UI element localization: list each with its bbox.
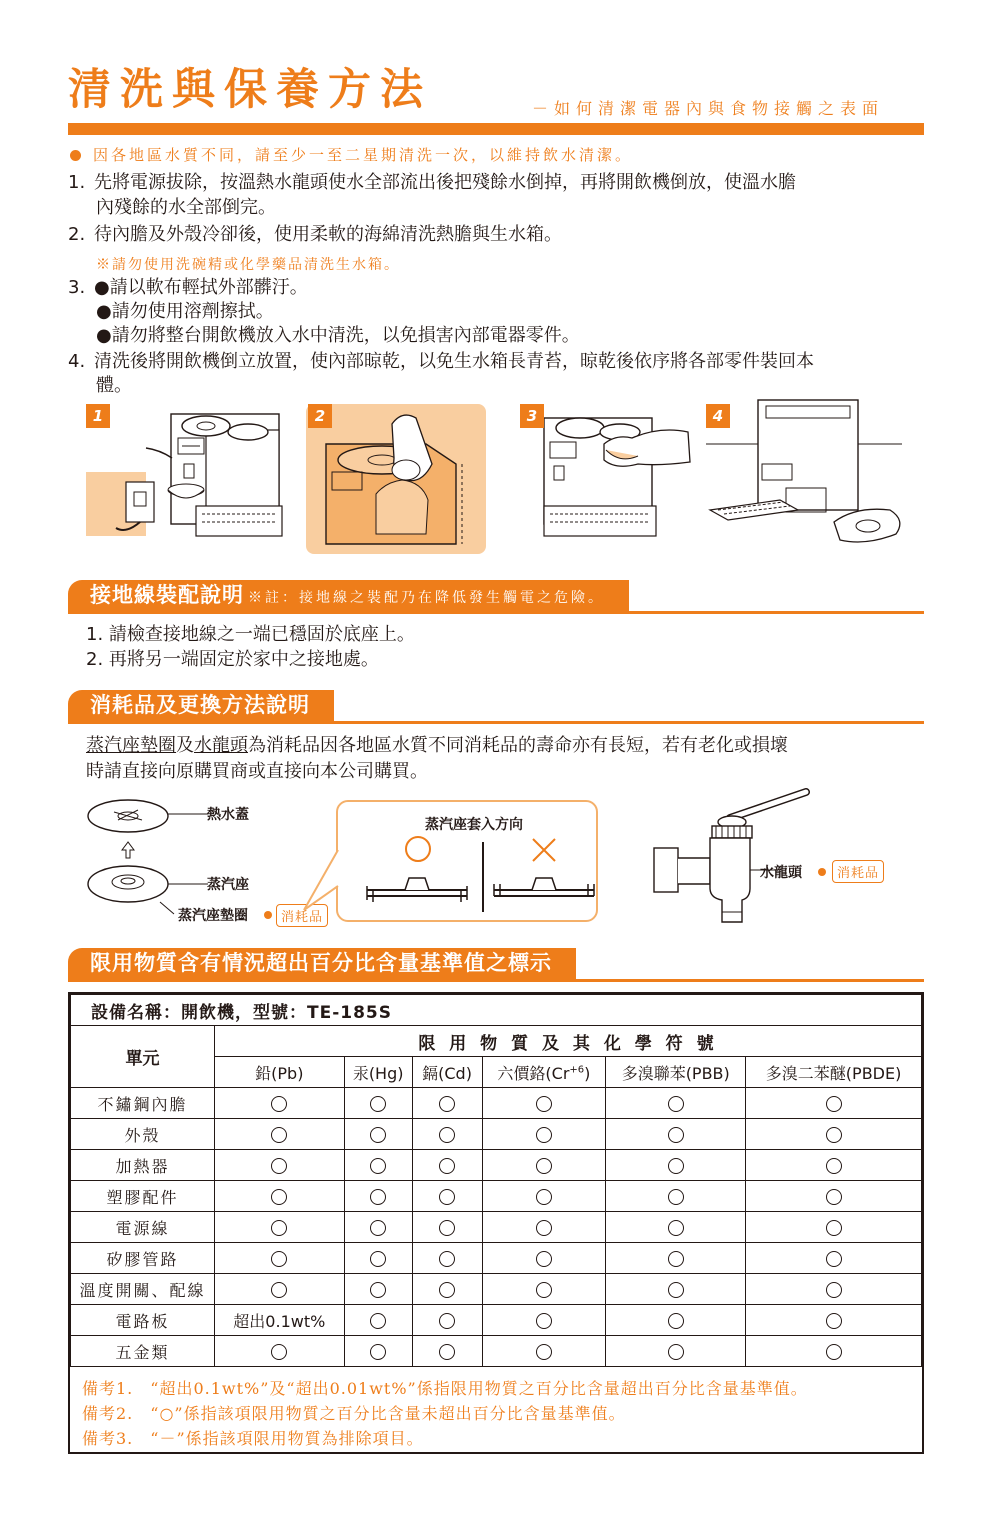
- circle-icon: [668, 1127, 684, 1143]
- compliant-cell: [746, 1181, 922, 1212]
- col-pbde: 多溴二苯醚(PBDE): [746, 1057, 922, 1088]
- compliant-cell: [412, 1212, 482, 1243]
- compliant-cell: [746, 1243, 922, 1274]
- circle-icon: [826, 1220, 842, 1236]
- circle-icon: [826, 1127, 842, 1143]
- circle-icon: [370, 1127, 386, 1143]
- compliant-cell: [344, 1274, 412, 1305]
- compliant-cell: [412, 1305, 482, 1336]
- dispenser-unplug-illustration: [86, 404, 296, 554]
- row-name: 塑膠配件: [71, 1181, 215, 1212]
- restricted-table-container: [68, 992, 924, 1454]
- circle-icon: [439, 1189, 455, 1205]
- illustration-panel-2: [306, 404, 486, 554]
- restricted-table: [70, 994, 922, 1367]
- compliant-cell: [746, 1119, 922, 1150]
- exceed-cell: 超出0.1wt%: [214, 1305, 344, 1336]
- circle-icon: [668, 1158, 684, 1174]
- compliant-cell: [412, 1336, 482, 1367]
- unit-header: 單元: [71, 1026, 215, 1088]
- step-tag-2: 2: [308, 404, 332, 428]
- circle-icon: [370, 1344, 386, 1360]
- compliant-cell: [412, 1088, 482, 1119]
- circle-icon: [668, 1313, 684, 1329]
- circle-icon: [439, 1344, 455, 1360]
- circle-icon: [826, 1158, 842, 1174]
- restricted-header: [68, 948, 924, 982]
- compliant-cell: [606, 1212, 746, 1243]
- col-lead: 鉛(Pb): [214, 1057, 344, 1088]
- circle-icon: [271, 1220, 287, 1236]
- compliant-cell: [746, 1150, 922, 1181]
- compliant-cell: [606, 1336, 746, 1367]
- circle-icon: [536, 1220, 552, 1236]
- steam-gasket-label: 蒸汽座墊圈: [178, 908, 248, 924]
- compliant-cell: [606, 1181, 746, 1212]
- row-name: 五金類: [71, 1336, 215, 1367]
- remark-1: 備考1. “超出0.1wt%”及“超出0.01wt%”係指限用物質之百分比含量超出百分比含量基準值。: [82, 1379, 808, 1398]
- circle-icon: [271, 1158, 287, 1174]
- page-subtitle: －如何清潔電器內與食物接觸之表面: [532, 99, 885, 118]
- circle-icon: [826, 1313, 842, 1329]
- grounding-item-2: 2. 再將另一端固定於家中之接地處。: [86, 649, 379, 670]
- dispenser-wipe-illustration: [520, 404, 700, 554]
- consumable-tag: 消耗品: [276, 904, 328, 927]
- compliant-cell: [412, 1243, 482, 1274]
- compliant-cell: [214, 1150, 344, 1181]
- compliant-cell: [482, 1305, 606, 1336]
- circle-icon: [668, 1344, 684, 1360]
- compliant-cell: [606, 1150, 746, 1181]
- substance-group-header: 限 用 物 質 及 其 化 學 符 號: [214, 1026, 921, 1057]
- remark-2: 備考2. “○”係指該項限用物質之百分比含量未超出百分比含量基準值。: [82, 1404, 626, 1423]
- circle-icon: [826, 1282, 842, 1298]
- compliant-cell: [606, 1274, 746, 1305]
- circle-icon: [271, 1251, 287, 1267]
- row-name: 電源線: [71, 1212, 215, 1243]
- circle-icon: [271, 1189, 287, 1205]
- correct-circle-icon: [405, 836, 431, 862]
- faucet-label: 水龍頭: [760, 865, 802, 881]
- illustration-panel-1: [86, 404, 296, 554]
- compliant-cell: [482, 1119, 606, 1150]
- consumables-text-line2: 時請直接向原購買商或直接向本公司購買。: [86, 761, 428, 782]
- compliant-cell: [344, 1150, 412, 1181]
- compliant-cell: [344, 1305, 412, 1336]
- circle-icon: [536, 1096, 552, 1112]
- step-tag-3: 3: [520, 404, 544, 428]
- table-row: [71, 1181, 922, 1212]
- step-4-cont: 體。: [96, 375, 132, 396]
- hot-lid-label: 熱水蓋: [207, 807, 249, 823]
- row-name: 矽膠管路: [71, 1243, 215, 1274]
- circle-icon: [826, 1344, 842, 1360]
- circle-icon: [370, 1158, 386, 1174]
- circle-icon: [826, 1189, 842, 1205]
- table-row: [71, 1119, 922, 1150]
- consumable-tag-faucet: 消耗品: [832, 860, 884, 883]
- circle-icon: [536, 1344, 552, 1360]
- compliant-cell: [214, 1181, 344, 1212]
- circle-icon: [668, 1251, 684, 1267]
- circle-icon: [439, 1096, 455, 1112]
- circle-icon: [439, 1127, 455, 1143]
- row-name: 溫度開關、配線: [71, 1274, 215, 1305]
- table-row: [71, 1274, 922, 1305]
- circle-icon: [370, 1251, 386, 1267]
- compliant-cell: [214, 1243, 344, 1274]
- circle-icon: [536, 1189, 552, 1205]
- dispenser-sponge-illustration: [306, 404, 486, 554]
- illustration-panel-3: [520, 404, 700, 554]
- compliant-cell: [746, 1212, 922, 1243]
- table-row: [71, 1212, 922, 1243]
- faucet-illustration: [650, 788, 810, 928]
- compliant-cell: [746, 1336, 922, 1367]
- circle-icon: [536, 1313, 552, 1329]
- row-name: 電路板: [71, 1305, 215, 1336]
- grounding-header: [68, 580, 924, 614]
- circle-icon: [271, 1282, 287, 1298]
- compliant-cell: [606, 1305, 746, 1336]
- remark-3: 備考3. “－”係指該項限用物質為排除項目。: [82, 1429, 424, 1448]
- circle-icon: [370, 1220, 386, 1236]
- title-underline: [68, 123, 924, 135]
- steam-seat-correct-diagram: [365, 870, 469, 906]
- table-row: [71, 1150, 922, 1181]
- page-title: 清洗與保養方法: [68, 65, 432, 115]
- grounding-item-1: 1. 請檢查接地線之一端已穩固於底座上。: [86, 624, 415, 645]
- step-tag-4: 4: [706, 404, 730, 428]
- circle-icon: [370, 1313, 386, 1329]
- col-cadmium: 鎘(Cd): [412, 1057, 482, 1088]
- step-3-b: ●請勿使用溶劑擦拭。: [96, 301, 274, 322]
- compliant-cell: [606, 1243, 746, 1274]
- compliant-cell: [412, 1150, 482, 1181]
- compliant-cell: [482, 1243, 606, 1274]
- dispenser-parts-illustration: [706, 394, 924, 562]
- step-tag-1: 1: [86, 404, 110, 428]
- grounding-title: 接地線裝配說明 ※註：接地線之裝配乃在降低發生觸電之危險。: [68, 580, 629, 611]
- bullet-icon: [70, 150, 81, 161]
- compliant-cell: [482, 1274, 606, 1305]
- circle-icon: [439, 1220, 455, 1236]
- circle-icon: [536, 1282, 552, 1298]
- compliant-cell: [606, 1088, 746, 1119]
- steam-seat-label: 蒸汽座: [207, 877, 249, 893]
- compliant-cell: [214, 1212, 344, 1243]
- compliant-cell: [482, 1150, 606, 1181]
- step-1-cont: 內殘餘的水全部倒完。: [96, 197, 276, 218]
- consumables-header: [68, 690, 924, 724]
- circle-icon: [439, 1158, 455, 1174]
- device-line: 設備名稱：開飲機，型號：TE-185S: [71, 995, 922, 1026]
- compliant-cell: [482, 1212, 606, 1243]
- step-1: 1. 先將電源拔除，按溫熱水龍頭使水全部流出後把殘餘水倒掉，再將開飲機倒放，使溫水膽: [68, 172, 796, 193]
- compliant-cell: [412, 1119, 482, 1150]
- pointer-dot-icon: [264, 911, 272, 919]
- row-name: 不鏽鋼內膽: [71, 1088, 215, 1119]
- pointer-dot-icon-2: [818, 868, 826, 876]
- table-row: [71, 1088, 922, 1119]
- circle-icon: [370, 1096, 386, 1112]
- circle-icon: [439, 1251, 455, 1267]
- step-4: 4. 清洗後將開飲機倒立放置，使內部晾乾，以免生水箱長青苔，晾乾後依序將各部零件裝回本: [68, 351, 814, 372]
- row-name: 加熱器: [71, 1150, 215, 1181]
- compliant-cell: [482, 1181, 606, 1212]
- step-3-c: ●請勿將整台開飲機放入水中清洗，以免損害內部電器零件。: [96, 325, 580, 346]
- callout-pointer: [300, 846, 340, 916]
- cleaning-note: 因各地區水質不同，請至少一至二星期清洗一次，以維持飲水清潔。: [68, 144, 633, 165]
- steam-seat-wrong-diagram: [492, 870, 596, 906]
- compliant-cell: [344, 1119, 412, 1150]
- compliant-cell: [344, 1336, 412, 1367]
- circle-icon: [668, 1282, 684, 1298]
- cleaning-warning: ※請勿使用洗碗精或化學藥品清洗生水箱。: [96, 257, 400, 273]
- compliant-cell: [344, 1243, 412, 1274]
- compliant-cell: [214, 1336, 344, 1367]
- step-2: 2. 待內膽及外殼冷卻後，使用柔軟的海綿清洗熱膽與生水箱。: [68, 224, 562, 245]
- compliant-cell: [344, 1088, 412, 1119]
- direction-divider: [482, 842, 484, 912]
- circle-icon: [271, 1096, 287, 1112]
- restricted-title: 限用物質含有情況超出百分比含量基準值之標示: [68, 948, 576, 979]
- table-row: [71, 1305, 922, 1336]
- row-name: 外殼: [71, 1119, 215, 1150]
- circle-icon: [826, 1251, 842, 1267]
- circle-icon: [826, 1096, 842, 1112]
- col-pbb: 多溴聯苯(PBB): [606, 1057, 746, 1088]
- compliant-cell: [482, 1088, 606, 1119]
- circle-icon: [370, 1282, 386, 1298]
- circle-icon: [536, 1251, 552, 1267]
- compliant-cell: [412, 1181, 482, 1212]
- compliant-cell: [606, 1119, 746, 1150]
- compliant-cell: [214, 1119, 344, 1150]
- table-body: [71, 1088, 922, 1367]
- circle-icon: [271, 1344, 287, 1360]
- illustration-panel-4: [706, 394, 924, 562]
- table-row: [71, 1336, 922, 1367]
- compliant-cell: [214, 1088, 344, 1119]
- col-mercury: 汞(Hg): [344, 1057, 412, 1088]
- table-row: [71, 1243, 922, 1274]
- compliant-cell: [344, 1181, 412, 1212]
- circle-icon: [536, 1158, 552, 1174]
- compliant-cell: [746, 1274, 922, 1305]
- circle-icon: [271, 1127, 287, 1143]
- consumables-title: 消耗品及更換方法說明: [68, 690, 334, 721]
- circle-icon: [536, 1127, 552, 1143]
- compliant-cell: [344, 1212, 412, 1243]
- circle-icon: [668, 1096, 684, 1112]
- compliant-cell: [746, 1088, 922, 1119]
- compliant-cell: [214, 1274, 344, 1305]
- circle-icon: [439, 1313, 455, 1329]
- circle-icon: [439, 1282, 455, 1298]
- circle-icon: [668, 1220, 684, 1236]
- circle-icon: [370, 1189, 386, 1205]
- compliant-cell: [412, 1274, 482, 1305]
- wrong-cross-icon: [530, 836, 558, 864]
- circle-icon: [668, 1189, 684, 1205]
- consumables-text-line1: 蒸汽座墊圈及水龍頭為消耗品因各地區水質不同消耗品的壽命亦有長短，若有老化或損壞: [86, 735, 788, 756]
- col-chromium: 六價鉻$(Cr^{+6})$: [482, 1057, 606, 1088]
- compliant-cell: [482, 1336, 606, 1367]
- direction-title: 蒸汽座套入方向: [425, 817, 523, 833]
- step-3: 3. ●請以軟布輕拭外部髒汙。: [68, 277, 308, 298]
- compliant-cell: [746, 1305, 922, 1336]
